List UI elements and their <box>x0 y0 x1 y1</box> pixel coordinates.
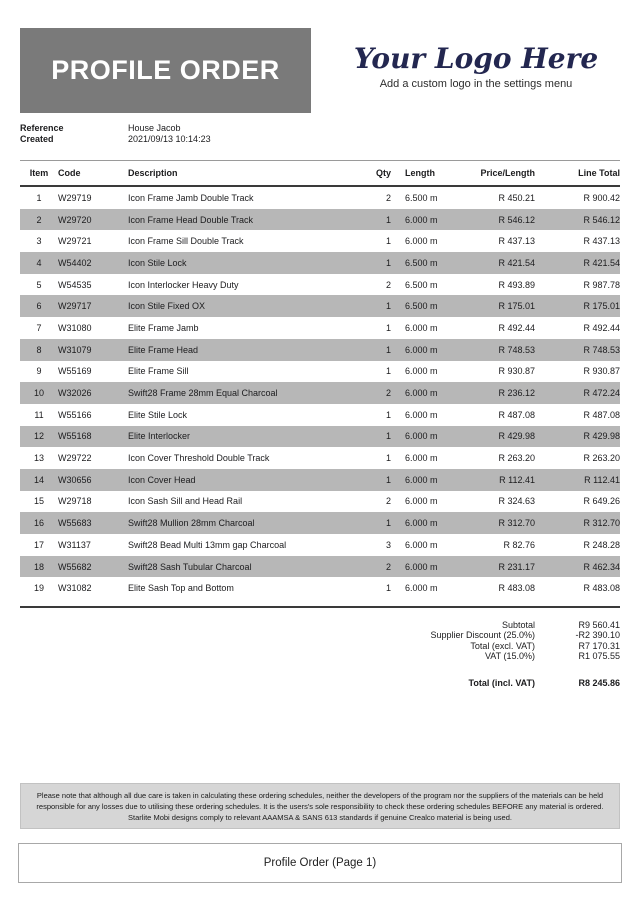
reference-row <box>20 123 211 134</box>
cell-code: W32026 <box>58 388 92 399</box>
cell-code: W30656 <box>58 474 92 485</box>
cell-line-total: R 248.28 <box>583 539 620 550</box>
grand-total-row <box>20 678 620 688</box>
table-row <box>20 361 620 383</box>
column-header: Line Total <box>578 168 620 178</box>
table-row <box>20 512 620 534</box>
totals-line <box>20 630 620 640</box>
cell-description: Icon Stile Lock <box>128 257 187 268</box>
cell-description: Icon Frame Head Double Track <box>128 214 254 225</box>
cell-code: W31080 <box>58 322 92 333</box>
table-row <box>20 534 620 556</box>
cell-item: 10 <box>33 388 44 399</box>
cell-code: W55168 <box>58 431 92 442</box>
table-row <box>20 209 620 231</box>
cell-item: 8 <box>36 344 42 355</box>
cell-qty: 1 <box>385 518 391 529</box>
cell-description: Icon Frame Jamb Double Track <box>128 192 254 203</box>
totals-line-value: R7 170.31 <box>578 640 620 651</box>
cell-qty: 1 <box>385 409 391 420</box>
cell-code: W29722 <box>58 453 92 464</box>
cell-price-length: R 421.54 <box>498 257 535 268</box>
cell-item: 7 <box>36 322 42 333</box>
cell-description: Icon Frame Sill Double Track <box>128 236 244 247</box>
cell-price-length: R 487.08 <box>498 409 535 420</box>
table-row <box>20 469 620 491</box>
cell-item: 11 <box>34 409 44 420</box>
cell-item: 2 <box>36 214 42 225</box>
cell-length: 6.000 m <box>405 236 438 247</box>
cell-length: 6.500 m <box>405 301 438 312</box>
table-row <box>20 556 620 578</box>
cell-code: W29719 <box>58 192 92 203</box>
cell-length: 6.000 m <box>405 583 438 594</box>
cell-code: W31137 <box>58 539 91 550</box>
table-row <box>20 382 620 404</box>
cell-code: W29721 <box>58 236 92 247</box>
cell-length: 6.500 m <box>405 192 438 203</box>
cell-item: 17 <box>33 539 44 550</box>
table-row <box>20 404 620 426</box>
disclaimer-box: Please note that although all due care is taken in calculating these ordering schedules, neither the developers of the program nor the suppliers of the materials can be held responsible for any losses due to utilising these ordering schedules. It is the users's sole responsibility to check these ordering schedules BEFORE any material is ordered. Starlite Mobi designs comply to relevant AAAMSA & SANS 613 standards if genuine Crealco material is being used. <box>20 783 620 829</box>
cell-description: Swift28 Sash Tubular Charcoal <box>128 561 252 572</box>
cell-price-length: R 324.63 <box>498 496 535 507</box>
cell-length: 6.000 m <box>405 474 438 485</box>
cell-item: 18 <box>33 561 44 572</box>
cell-length: 6.000 m <box>405 214 438 225</box>
cell-code: W55169 <box>58 366 92 377</box>
table-row <box>20 426 620 448</box>
totals-line-value: R9 560.41 <box>578 620 620 630</box>
cell-price-length: R 437.13 <box>498 236 535 247</box>
column-header: Item <box>29 168 49 178</box>
grand-total-value: R8 245.86 <box>578 678 620 689</box>
table-row <box>20 447 620 469</box>
cell-code: W55682 <box>58 561 92 572</box>
cell-length: 6.000 m <box>405 344 438 355</box>
logo-subtitle: Add a custom logo in the settings menu <box>379 78 573 90</box>
cell-item: 12 <box>33 431 44 442</box>
cell-description: Icon Sash Sill and Head Rail <box>128 496 243 507</box>
cell-item: 3 <box>36 236 42 247</box>
cell-qty: 1 <box>385 301 391 312</box>
cell-item: 16 <box>33 518 44 529</box>
cell-item: 13 <box>33 453 44 464</box>
cell-qty: 2 <box>385 388 391 399</box>
cell-description: Elite Stile Lock <box>128 409 188 420</box>
cell-price-length: R 82.76 <box>503 539 535 550</box>
totals-line-label: VAT (15.0%) <box>484 650 535 661</box>
cell-length: 6.000 m <box>405 453 438 464</box>
created-label: Created <box>20 134 54 144</box>
cell-line-total: R 748.53 <box>583 344 620 355</box>
cell-line-total: R 312.70 <box>583 518 620 529</box>
created-row <box>20 134 211 145</box>
totals-section <box>20 620 620 688</box>
cell-code: W29720 <box>58 214 92 225</box>
cell-description: Elite Frame Head <box>128 344 199 355</box>
table-row <box>20 339 620 361</box>
table-row <box>20 491 620 513</box>
cell-description: Swift28 Frame 28mm Equal Charcoal <box>128 388 278 399</box>
table-row <box>20 252 620 274</box>
cell-code: W31082 <box>58 583 92 594</box>
cell-line-total: R 546.12 <box>583 214 620 225</box>
document-title-box <box>20 28 311 113</box>
cell-description: Icon Cover Head <box>128 474 196 485</box>
order-table <box>20 160 620 608</box>
cell-code: W29718 <box>58 496 92 507</box>
cell-length: 6.500 m <box>405 257 438 268</box>
cell-line-total: R 462.34 <box>583 561 620 572</box>
column-header: Price/Length <box>480 168 535 178</box>
cell-item: 5 <box>36 279 42 290</box>
cell-length: 6.000 m <box>405 388 438 399</box>
table-row <box>20 577 620 599</box>
cell-item: 6 <box>36 301 42 312</box>
cell-item: 14 <box>33 474 44 485</box>
cell-line-total: R 421.54 <box>583 257 620 268</box>
cell-price-length: R 231.17 <box>498 561 535 572</box>
table-row <box>20 274 620 296</box>
cell-item: 4 <box>36 257 42 268</box>
order-meta <box>20 123 211 145</box>
cell-length: 6.000 m <box>405 431 438 442</box>
page-footer-box <box>18 843 622 883</box>
cell-qty: 1 <box>385 453 391 464</box>
table-row <box>20 317 620 339</box>
cell-length: 6.000 m <box>405 496 438 507</box>
cell-item: 9 <box>36 366 42 377</box>
cell-description: Swift28 Bead Multi 13mm gap Charcoal <box>128 539 287 550</box>
cell-price-length: R 429.98 <box>498 431 535 442</box>
cell-qty: 1 <box>385 366 391 377</box>
column-header: Description <box>128 168 178 178</box>
totals-lines <box>20 620 620 661</box>
cell-description: Icon Stile Fixed OX <box>128 301 206 312</box>
table-row <box>20 187 620 209</box>
cell-line-total: R 437.13 <box>583 236 620 247</box>
cell-length: 6.000 m <box>405 322 438 333</box>
cell-length: 6.000 m <box>405 518 438 529</box>
totals-line-value: R1 075.55 <box>578 650 620 661</box>
cell-item: 19 <box>33 583 44 594</box>
cell-qty: 1 <box>385 257 391 268</box>
cell-item: 15 <box>33 496 44 507</box>
cell-description: Elite Interlocker <box>128 431 191 442</box>
cell-price-length: R 546.12 <box>498 214 535 225</box>
cell-price-length: R 175.01 <box>498 301 535 312</box>
cell-qty: 3 <box>385 539 391 550</box>
cell-price-length: R 450.21 <box>498 192 535 203</box>
cell-line-total: R 175.01 <box>583 301 620 312</box>
cell-code: W55683 <box>58 518 92 529</box>
cell-line-total: R 483.08 <box>583 583 620 594</box>
totals-line-label: Total (excl. VAT) <box>470 640 535 651</box>
column-header: Qty <box>375 168 391 178</box>
created-value: 2021/09/13 10:14:23 <box>128 134 211 144</box>
cell-line-total: R 472.24 <box>583 388 620 399</box>
cell-code: W55166 <box>58 409 92 420</box>
cell-length: 6.000 m <box>405 539 438 550</box>
cell-qty: 2 <box>385 192 391 203</box>
cell-qty: 2 <box>385 496 391 507</box>
cell-qty: 2 <box>385 561 391 572</box>
cell-line-total: R 930.87 <box>583 366 620 377</box>
totals-line <box>20 651 620 661</box>
cell-description: Icon Cover Threshold Double Track <box>128 453 270 464</box>
cell-code: W29717 <box>58 301 92 312</box>
table-row <box>20 230 620 252</box>
cell-length: 6.000 m <box>405 366 438 377</box>
cell-price-length: R 930.87 <box>498 366 535 377</box>
cell-line-total: R 492.44 <box>583 322 620 333</box>
table-bottom-border <box>20 599 620 608</box>
totals-line <box>20 641 620 651</box>
logo-placeholder <box>348 44 604 90</box>
cell-line-total: R 649.26 <box>583 496 620 507</box>
cell-description: Swift28 Mullion 28mm Charcoal <box>128 518 255 529</box>
column-header: Length <box>405 168 435 178</box>
column-header: Code <box>58 168 81 178</box>
cell-length: 6.000 m <box>405 561 438 572</box>
grand-total-label: Total (incl. VAT) <box>468 678 535 689</box>
cell-code: W54402 <box>58 257 92 268</box>
cell-line-total: R 900.42 <box>583 192 620 203</box>
cell-line-total: R 429.98 <box>583 431 620 442</box>
cell-qty: 1 <box>385 583 391 594</box>
cell-item: 1 <box>36 192 42 203</box>
cell-qty: 1 <box>385 214 391 225</box>
cell-qty: 1 <box>385 344 391 355</box>
reference-value: House Jacob <box>128 123 181 133</box>
cell-qty: 1 <box>385 431 391 442</box>
totals-line <box>20 620 620 630</box>
totals-line-label: Subtotal <box>501 620 535 630</box>
cell-qty: 2 <box>385 279 391 290</box>
totals-line-value: -R2 390.10 <box>575 630 620 641</box>
cell-qty: 1 <box>385 322 391 333</box>
cell-price-length: R 483.08 <box>498 583 535 594</box>
table-header-row <box>20 160 620 187</box>
cell-price-length: R 312.70 <box>498 518 535 529</box>
page-footer-label: Profile Order (Page 1) <box>263 857 377 869</box>
table-body <box>20 187 620 599</box>
cell-line-total: R 487.08 <box>583 409 620 420</box>
cell-qty: 1 <box>385 236 391 247</box>
cell-line-total: R 263.20 <box>583 453 620 464</box>
cell-length: 6.500 m <box>405 279 438 290</box>
cell-price-length: R 236.12 <box>498 388 535 399</box>
reference-label: Reference <box>20 123 64 133</box>
cell-description: Elite Frame Jamb <box>128 322 199 333</box>
cell-qty: 1 <box>385 474 391 485</box>
cell-price-length: R 492.44 <box>498 322 535 333</box>
table-row <box>20 295 620 317</box>
cell-description: Elite Frame Sill <box>128 366 189 377</box>
cell-description: Icon Interlocker Heavy Duty <box>128 279 239 290</box>
cell-line-total: R 112.41 <box>584 474 620 485</box>
cell-code: W31079 <box>58 344 92 355</box>
cell-code: W54535 <box>58 279 92 290</box>
page-title: PROFILE ORDER <box>51 55 280 85</box>
cell-price-length: R 748.53 <box>498 344 535 355</box>
cell-description: Elite Sash Top and Bottom <box>128 583 234 594</box>
cell-line-total: R 987.78 <box>583 279 620 290</box>
totals-line-label: Supplier Discount (25.0%) <box>430 630 535 641</box>
cell-price-length: R 493.89 <box>498 279 535 290</box>
cell-length: 6.000 m <box>405 409 438 420</box>
cell-price-length: R 112.41 <box>499 474 535 485</box>
cell-price-length: R 263.20 <box>498 453 535 464</box>
logo-script-text: Your Logo Here <box>353 42 599 75</box>
